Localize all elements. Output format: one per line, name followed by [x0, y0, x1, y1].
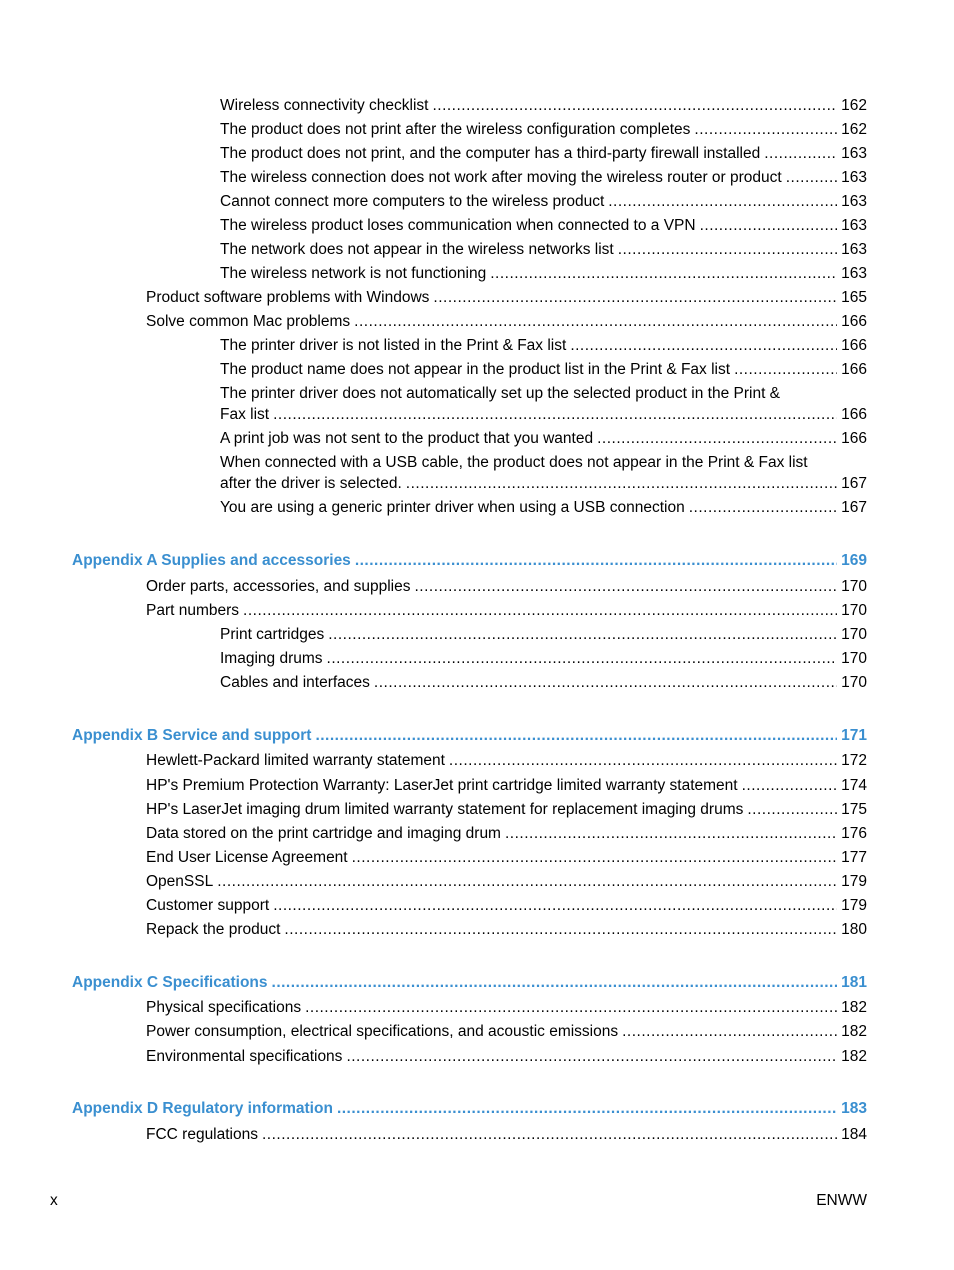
toc-entry[interactable]: Repack the product ..... 180 [146, 919, 867, 940]
toc-entry-wrapped-line1[interactable]: The printer driver does not automatically set up the selected product in the Print & [220, 385, 781, 402]
appendix-heading[interactable]: Appendix D Regulatory information ..... 183 [72, 1098, 867, 1119]
toc-entry[interactable]: The wireless network is not functioning ..... 163 [220, 263, 867, 284]
toc-entry[interactable]: Environmental specifications ..... 182 [146, 1046, 867, 1067]
toc-entry[interactable]: HP's LaserJet imaging drum limited warranty statement for replacement imaging drums ..... 175 [146, 799, 867, 820]
toc-entry[interactable]: OpenSSL ..... 179 [146, 871, 867, 892]
toc-entry[interactable]: Data stored on the print cartridge and imaging drum ..... 176 [146, 823, 867, 844]
toc-entry[interactable]: FCC regulations ..... 184 [146, 1124, 867, 1145]
toc-entry[interactable]: The product does not print, and the computer has a third-party firewall installed ..... 163 [220, 143, 867, 164]
footer-page-number: x [50, 1192, 58, 1209]
toc-entry[interactable]: Solve common Mac problems ..... 166 [146, 311, 867, 332]
toc-entry[interactable]: Hewlett-Packard limited warranty statement ..... 172 [146, 750, 867, 771]
appendix-heading[interactable]: Appendix B Service and support ..... 171 [72, 725, 867, 746]
appendix-heading[interactable]: Appendix C Specifications ..... 181 [72, 972, 867, 993]
toc-entry[interactable]: Print cartridges ..... 170 [220, 624, 867, 645]
toc-entry[interactable]: The product does not print after the wireless configuration completes ..... 162 [220, 119, 867, 140]
toc-entry[interactable]: The product name does not appear in the product list in the Print & Fax list ..... 166 [220, 359, 867, 380]
toc-entry[interactable]: Fax list ..... 166 [220, 404, 867, 425]
toc-entry[interactable]: The wireless product loses communication when connected to a VPN ..... 163 [220, 215, 867, 236]
toc-entry[interactable]: Wireless connectivity checklist ..... 162 [220, 95, 867, 116]
toc-entry[interactable]: Cannot connect more computers to the wireless product ..... 163 [220, 191, 867, 212]
toc-entry[interactable]: Order parts, accessories, and supplies ..... 170 [146, 576, 867, 597]
toc-entry[interactable]: End User License Agreement ..... 177 [146, 847, 867, 868]
toc-entry[interactable]: A print job was not sent to the product that you wanted ..... 166 [220, 428, 867, 449]
toc-entry[interactable]: You are using a generic printer driver when using a USB connection ..... 167 [220, 497, 867, 518]
toc-entry-wrapped-line1[interactable]: When connected with a USB cable, the product does not appear in the Print & Fax list [220, 454, 808, 471]
toc-entry[interactable]: after the driver is selected. ..... 167 [220, 473, 867, 494]
toc-entry[interactable]: Imaging drums ..... 170 [220, 648, 867, 669]
toc-entry[interactable]: Part numbers ..... 170 [146, 600, 867, 621]
toc-entry[interactable]: The wireless connection does not work after moving the wireless router or product ..... 163 [220, 167, 867, 188]
toc-entry[interactable]: HP's Premium Protection Warranty: LaserJet print cartridge limited warranty statement ..... 174 [146, 775, 867, 796]
toc-entry[interactable]: Product software problems with Windows ..... 165 [146, 287, 867, 308]
appendix-heading[interactable]: Appendix A Supplies and accessories ..... 169 [72, 550, 867, 571]
toc-entry[interactable]: Cables and interfaces ..... 170 [220, 672, 867, 693]
toc-entry[interactable]: Power consumption, electrical specifications, and acoustic emissions ..... 182 [146, 1021, 867, 1042]
toc-entry[interactable]: Customer support ..... 179 [146, 895, 867, 916]
toc-entry[interactable]: The printer driver is not listed in the Print & Fax list ..... 166 [220, 335, 867, 356]
toc-entry[interactable]: Physical specifications ..... 182 [146, 997, 867, 1018]
footer-doc-code: ENWW [816, 1192, 867, 1209]
toc-entry[interactable]: The network does not appear in the wireless networks list ..... 163 [220, 239, 867, 260]
